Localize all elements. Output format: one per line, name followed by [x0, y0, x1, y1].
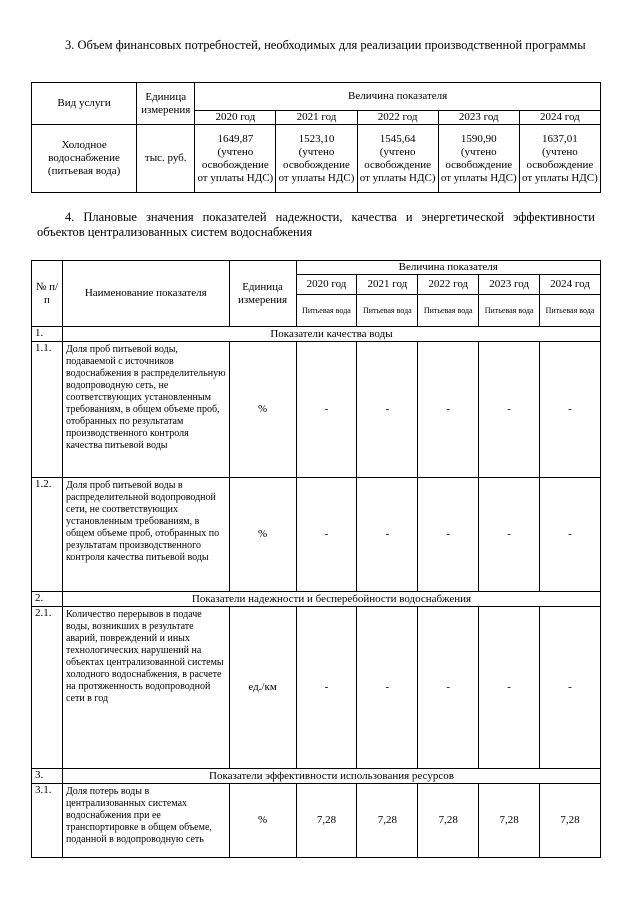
- service-name: Холодное водоснабжение (питьевая вода): [32, 125, 137, 193]
- section4-heading: 4. Плановые значения показателей надежности, качества и энергетической эффективности объектов централизованных систем водоснабжения: [37, 210, 595, 239]
- unit-cell: %: [229, 784, 296, 858]
- value-cell: -: [418, 342, 479, 478]
- sub-header: Питьевая вода: [540, 295, 601, 327]
- unit-cell: тыс. руб.: [137, 125, 195, 193]
- section-title: Показатели эффективности использования ресурсов: [62, 769, 600, 784]
- value-cell: -: [540, 342, 601, 478]
- row-num: 1.1.: [32, 342, 63, 478]
- value-cell: -: [296, 478, 357, 592]
- year-header: 2024 год: [540, 275, 601, 295]
- section-num: 2.: [32, 592, 63, 607]
- vat-note: (учтено освобождение от уплаты НДС): [197, 145, 274, 184]
- year-header: 2021 год: [276, 111, 357, 125]
- year-header: 2023 год: [438, 111, 519, 125]
- value-cell: 7,28: [418, 784, 479, 858]
- section3-heading: 3. Объем финансовых потребностей, необходимых для реализации производственной программы: [65, 38, 586, 52]
- value-cell: [276, 125, 357, 193]
- value-cell: 7,28: [479, 784, 540, 858]
- year-header: 2022 год: [418, 275, 479, 295]
- year-header: 2020 год: [195, 111, 276, 125]
- value: 1590,90: [460, 132, 497, 145]
- year-header: 2022 год: [357, 111, 438, 125]
- value-cell: -: [357, 478, 418, 592]
- value-cell: 7,28: [540, 784, 601, 858]
- row-num: 3.1.: [32, 784, 63, 858]
- value-cell: [438, 125, 519, 193]
- value-cell: -: [296, 607, 357, 769]
- indicator-name: Доля проб питьевой воды, подаваемой с источников водоснабжения в распределительную водопроводную сеть, не соответствующих установленным требованиям, в общем объеме проб, отобранных по результатам производственного контроля качества питьевой воды: [62, 342, 229, 478]
- value-cell: -: [418, 478, 479, 592]
- value-cell: -: [357, 342, 418, 478]
- financial-needs-table: [31, 82, 601, 193]
- unit-cell: %: [229, 342, 296, 478]
- row-num: 1.2.: [32, 478, 63, 592]
- section-title: Показатели надежности и бесперебойности водоснабжения: [62, 592, 600, 607]
- value-cell: -: [418, 607, 479, 769]
- col-header-service: Вид услуги: [32, 83, 137, 125]
- value-cell: -: [540, 478, 601, 592]
- sub-header: Питьевая вода: [296, 295, 357, 327]
- row-num: 2.1.: [32, 607, 63, 769]
- section-num: 3.: [32, 769, 63, 784]
- value-cell: -: [296, 342, 357, 478]
- value: 1545,64: [379, 132, 416, 145]
- section-title: Показатели качества воды: [62, 327, 600, 342]
- value: 1637,01: [542, 132, 578, 145]
- value-cell: -: [479, 342, 540, 478]
- value-cell: -: [479, 478, 540, 592]
- year-header: 2024 год: [519, 111, 600, 125]
- indicators-table: [31, 260, 601, 858]
- vat-note: (учтено освобождение от уплаты НДС): [359, 145, 436, 184]
- unit-cell: %: [229, 478, 296, 592]
- sub-header: Питьевая вода: [418, 295, 479, 327]
- vat-note: (учтено освобождение от уплаты НДС): [522, 145, 598, 184]
- col-header-value: Величина показателя: [195, 83, 601, 111]
- value-cell: -: [479, 607, 540, 769]
- year-header: 2023 год: [479, 275, 540, 295]
- sub-header: Питьевая вода: [479, 295, 540, 327]
- indicator-name: Доля потерь воды в централизованных системах водоснабжения при ее транспортировке в общем объеме, поданной в водопроводную сеть: [62, 784, 229, 858]
- unit-cell: ед./км: [229, 607, 296, 769]
- value-cell: [357, 125, 438, 193]
- value: 1523,10: [298, 132, 335, 145]
- value-cell: 7,28: [357, 784, 418, 858]
- col-header-name: Наименование показателя: [62, 261, 229, 327]
- vat-note: (учтено освобождение от уплаты НДС): [440, 145, 517, 184]
- sub-header: Питьевая вода: [357, 295, 418, 327]
- year-header: 2021 год: [357, 275, 418, 295]
- indicator-name: Доля проб питьевой воды в распределительной водопроводной сети, не соответствующих установленным требованиям, в общем объеме проб, отобранных по результатам производственного контроля качества питьевой воды: [62, 478, 229, 592]
- value-cell: [519, 125, 600, 193]
- col-header-num: № п/п: [32, 261, 63, 327]
- vat-note: (учтено освобождение от уплаты НДС): [278, 145, 355, 184]
- year-header: 2020 год: [296, 275, 357, 295]
- col-header-unit: Единица измерения: [229, 261, 296, 327]
- value-cell: -: [357, 607, 418, 769]
- indicator-name: Количество перерывов в подаче воды, возникших в результате аварий, повреждений и иных технологических нарушений на объектах централизованной системы холодного водоснабжения, в расчете на протяженность водопроводной сети в год: [62, 607, 229, 769]
- section-num: 1.: [32, 327, 63, 342]
- value-cell: 7,28: [296, 784, 357, 858]
- value-cell: [195, 125, 276, 193]
- value: 1649,87: [217, 132, 254, 145]
- value-cell: -: [540, 607, 601, 769]
- col-header-unit: Единица измерения: [137, 83, 195, 125]
- col-header-value: Величина показателя: [296, 261, 600, 275]
